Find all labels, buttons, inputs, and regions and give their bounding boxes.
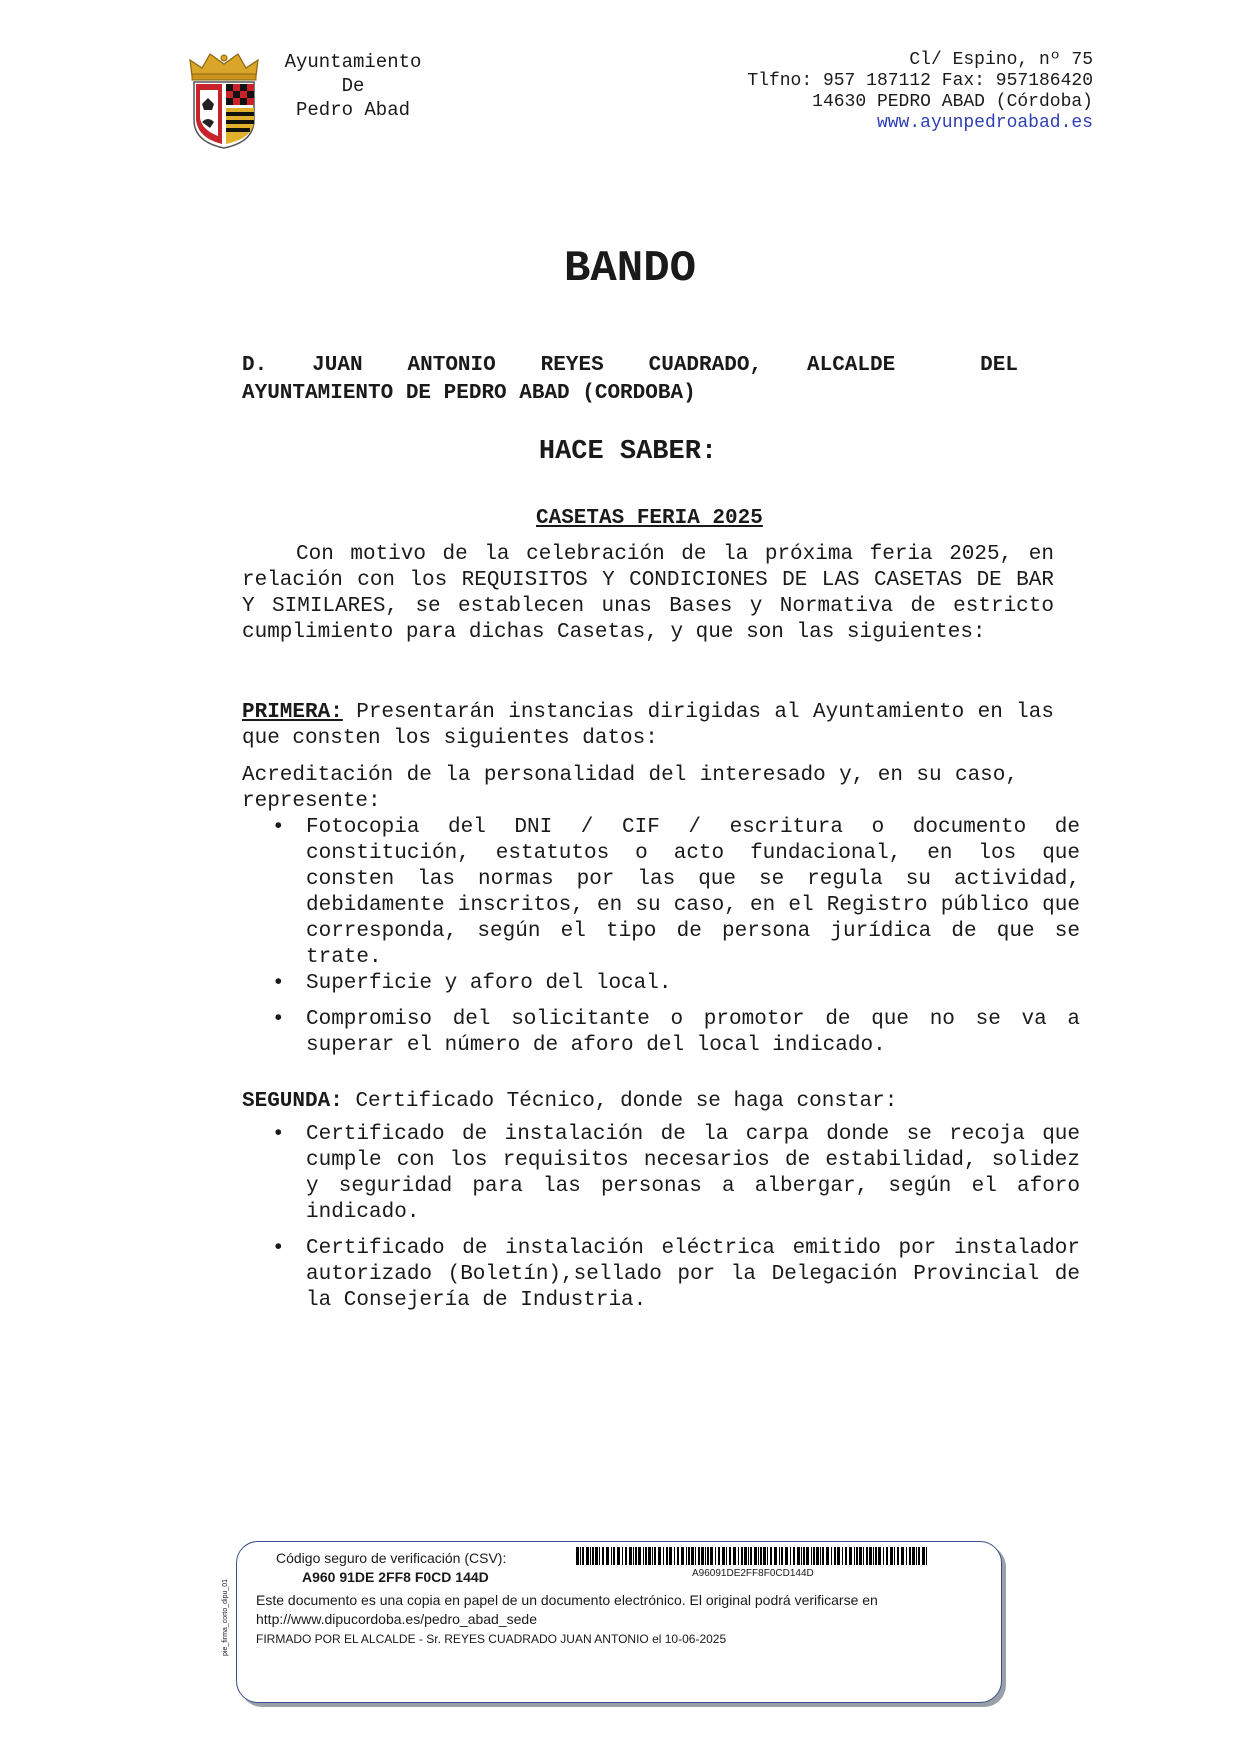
- segunda-list: [242, 1122, 1080, 1314]
- barcode-text: A96091DE2FF8F0CD144D: [692, 1568, 814, 1579]
- list-item: • Compromiso del solicitante o promotor de que no se va a superar el número de aforo del local indicado.: [242, 1007, 1080, 1059]
- subtitle: CASETAS FERIA 2025: [536, 507, 763, 530]
- phone-fax: Tlfno: 957 187112 Fax: 957186420: [747, 71, 1093, 91]
- list-item: • Certificado de instalación eléctrica emitido por instalador autorizado (Boletín),sellado por la Delegación Provincial de la Consejería de Industria.: [242, 1236, 1080, 1314]
- mayor-word: ANTONIO: [407, 354, 496, 377]
- segunda-label: SEGUNDA:: [242, 1090, 343, 1113]
- organization-name: [268, 50, 438, 122]
- csv-label: Código seguro de verificación (CSV):: [276, 1550, 507, 1566]
- org-line: De: [341, 75, 365, 97]
- side-code: pie_firma_corto_dipu_01: [222, 1578, 229, 1656]
- signature-line: FIRMADO POR EL ALCALDE - Sr. REYES CUADRADO JUAN ANTONIO el 10-06-2025: [256, 1632, 727, 1646]
- address: Cl/ Espino, nº 75: [909, 50, 1093, 70]
- list-item: • Fotocopia del DNI / CIF / escritura o documento de constitución, estatutos o acto fundacional, en los que consten las normas por las que se regula su actividad, debidamente inscritos, en su caso, en el Registro público que corresponda, según el tipo de persona jurídica de que se trate.: [242, 815, 1080, 971]
- mayor-word: JUAN: [312, 354, 363, 377]
- verification-url[interactable]: http://www.dipucordoba.es/pedro_abad_sede: [256, 1611, 537, 1627]
- website-link[interactable]: www.ayunpedroabad.es: [876, 113, 1093, 133]
- city: 14630 PEDRO ABAD (Córdoba): [812, 92, 1093, 112]
- primera-text: Presentarán instancias dirigidas al Ayuntamiento en las que consten los siguientes datos:: [242, 701, 1054, 750]
- mayor-word: REYES: [540, 354, 604, 377]
- list-item: • Certificado de instalación de la carpa donde se recoja que cumple con los requisitos necesarios de estabilidad, solidez y seguridad para las personas a albergar, según el aforo indicado.: [242, 1122, 1080, 1226]
- mayor-word: D.: [242, 354, 268, 377]
- org-line: Ayuntamiento: [284, 51, 422, 73]
- segunda-text: Certificado Técnico, donde se haga constar:: [355, 1090, 898, 1113]
- list-item: • Superficie y aforo del local.: [242, 971, 1080, 997]
- mayor-line-2: AYUNTAMIENTO DE PEDRO ABAD (CORDOBA): [242, 382, 696, 405]
- hace-saber-heading: HACE SABER:: [538, 437, 718, 467]
- primera-list: [242, 815, 1080, 1059]
- segunda-paragraph: [242, 1089, 1054, 1115]
- note-line: Este documento es una copia en papel de un documento electrónico. El original podrá verificarse en: [256, 1592, 878, 1608]
- mayor-word: ALCALDE: [806, 354, 896, 377]
- mayor-word: CUADRADO,: [648, 354, 763, 377]
- verification-note: [256, 1591, 976, 1629]
- primera-label: PRIMERA:: [242, 701, 343, 724]
- mayor-heading: [242, 352, 1018, 408]
- document-title: BANDO: [563, 244, 697, 294]
- intro-paragraph: Con motivo de la celebración de la próxima feria 2025, en relación con los REQUISITOS Y CONDICIONES DE LAS CASETAS DE BAR Y SIMILARES, se establecen unas Bases y Normativa de estricto cumplimiento para dichas Casetas, y que son las siguientes:: [242, 543, 1054, 644]
- contact-block: [747, 50, 1093, 134]
- coat-of-arms-icon: [186, 50, 262, 150]
- primera-subtext: Acreditación de la personalidad del interesado y, en su caso, represente:: [242, 764, 1018, 813]
- org-line: Pedro Abad: [295, 99, 411, 121]
- primera-paragraph: [242, 700, 1054, 752]
- barcode-icon: [576, 1547, 930, 1565]
- mayor-word: DEL: [980, 354, 1018, 377]
- csv-code: A960 91DE 2FF8 F0CD 144D: [302, 1569, 489, 1585]
- mayor-line-1: [242, 352, 1018, 380]
